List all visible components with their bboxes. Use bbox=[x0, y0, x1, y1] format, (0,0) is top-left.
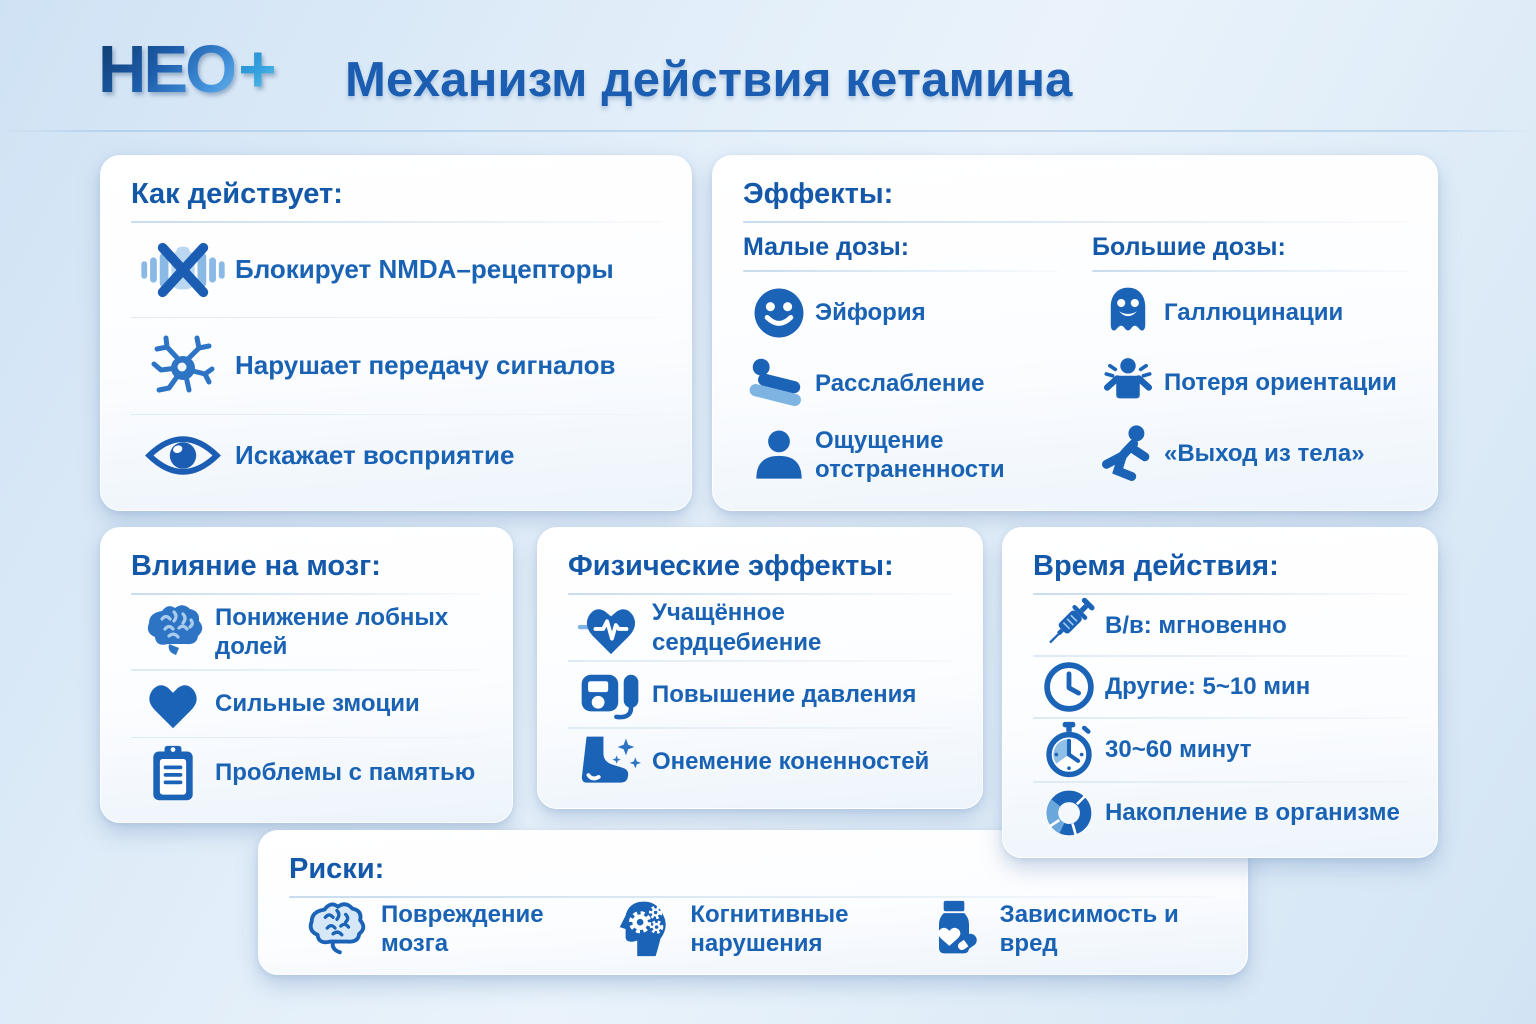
large-doses-column bbox=[1092, 225, 1407, 496]
list-item bbox=[568, 598, 952, 658]
floating-person-icon bbox=[1092, 424, 1164, 484]
card-effects-title: Эффекты: bbox=[743, 178, 894, 210]
neo-plus-logo bbox=[98, 32, 275, 107]
list-item bbox=[1092, 424, 1407, 484]
card-how-title: Как действует: bbox=[131, 178, 343, 210]
logo-text: НЕО bbox=[98, 32, 235, 107]
logo-plus-sign: + bbox=[238, 32, 275, 107]
list-item bbox=[1092, 354, 1407, 412]
row-divider bbox=[1033, 717, 1407, 719]
heartbeat-icon bbox=[568, 598, 652, 658]
pie-chart-icon bbox=[1033, 785, 1105, 841]
list-item bbox=[1092, 284, 1407, 342]
pill-bottle-icon bbox=[908, 899, 1000, 959]
large-doses-items bbox=[1092, 272, 1407, 496]
list-item bbox=[743, 426, 1058, 485]
item-label: Зависимость и вред bbox=[999, 900, 1179, 957]
item-label: Учащённое сердцебиение bbox=[652, 599, 822, 656]
item-label: Искажает восприятие bbox=[235, 439, 515, 470]
card-brain-title: Влияние на мозг: bbox=[131, 550, 381, 582]
clipboard-icon bbox=[131, 743, 215, 803]
small-doses-title: Малые дозы: bbox=[743, 233, 910, 261]
card-physical-title: Физические эффекты: bbox=[568, 550, 894, 582]
list-item bbox=[131, 239, 661, 301]
row-divider bbox=[568, 727, 952, 729]
reclining-person-icon bbox=[743, 354, 815, 414]
item-label: Повреждение мозга bbox=[381, 900, 544, 957]
item-label: Когнитивные нарушения bbox=[690, 900, 849, 957]
neuron-icon bbox=[131, 334, 235, 398]
item-label: Эйфория bbox=[815, 299, 926, 327]
list-item bbox=[131, 334, 661, 398]
row-divider bbox=[131, 414, 661, 416]
item-label: Галлюцинации bbox=[1164, 299, 1344, 327]
risks-items bbox=[289, 898, 1217, 960]
small-doses-column bbox=[743, 225, 1058, 496]
ghost-icon bbox=[1092, 284, 1164, 342]
how-items bbox=[131, 223, 661, 496]
item-label: Накопление в организме bbox=[1105, 799, 1400, 827]
item-label: Нарушает передачу сигналов bbox=[235, 350, 616, 381]
item-label: Сильные змоции bbox=[215, 689, 420, 717]
card-risks-title: Риски: bbox=[289, 853, 385, 885]
list-item bbox=[1033, 785, 1407, 841]
row-divider bbox=[568, 660, 952, 662]
large-doses-title: Большие дозы: bbox=[1092, 233, 1286, 261]
blocked-receptor-icon bbox=[131, 239, 235, 301]
list-item bbox=[568, 731, 952, 791]
item-label: Блокирует NMDA–рецепторы bbox=[235, 253, 614, 284]
item-label: Расслабление bbox=[815, 370, 985, 398]
title-underline bbox=[743, 221, 1407, 223]
item-label: Онемение коненностей bbox=[652, 747, 930, 775]
head-gears-icon bbox=[598, 898, 690, 960]
blood-pressure-icon bbox=[568, 664, 652, 724]
list-item bbox=[131, 600, 482, 664]
disoriented-person-icon bbox=[1092, 354, 1164, 412]
card-how-it-works bbox=[100, 155, 692, 511]
list-item bbox=[1033, 659, 1407, 715]
item-label: В/в: мгновенно bbox=[1105, 611, 1287, 639]
stopwatch-icon bbox=[1033, 721, 1105, 779]
card-effects bbox=[712, 155, 1438, 511]
syringe-icon bbox=[1033, 597, 1105, 653]
header-divider bbox=[0, 130, 1536, 132]
effects-columns bbox=[743, 225, 1407, 496]
risk-brain-icon bbox=[289, 898, 381, 960]
list-item bbox=[568, 664, 952, 724]
list-item bbox=[598, 898, 907, 960]
item-label: Повышение давления bbox=[652, 680, 917, 708]
smiley-icon bbox=[743, 284, 815, 342]
physical-items bbox=[568, 595, 952, 794]
brain-items bbox=[131, 595, 482, 808]
list-item bbox=[743, 284, 1058, 342]
brain-icon bbox=[131, 600, 215, 664]
list-item bbox=[1033, 597, 1407, 653]
row-divider bbox=[131, 737, 482, 739]
row-divider bbox=[131, 669, 482, 671]
card-timing-title: Время действия: bbox=[1033, 550, 1279, 582]
item-label: Ощущение отстраненности bbox=[815, 426, 1005, 483]
numb-foot-icon bbox=[568, 731, 652, 791]
card-physical-effects bbox=[537, 527, 983, 809]
person-icon bbox=[743, 426, 815, 484]
row-divider bbox=[131, 317, 661, 319]
row-divider bbox=[1033, 655, 1407, 657]
row-divider bbox=[1033, 781, 1407, 783]
list-item bbox=[131, 743, 482, 803]
list-item bbox=[1033, 721, 1407, 779]
list-item bbox=[131, 676, 482, 732]
page-title: Механизм действия кетамина bbox=[345, 53, 1073, 107]
item-label: Проблемы с памятью bbox=[215, 759, 476, 787]
small-doses-items bbox=[743, 272, 1058, 496]
eye-icon bbox=[131, 431, 235, 480]
item-label: 30~60 минут bbox=[1105, 736, 1252, 764]
item-label: Понижение лобных долей bbox=[215, 603, 449, 660]
card-timing bbox=[1002, 527, 1438, 858]
list-item bbox=[908, 899, 1217, 959]
timing-items bbox=[1033, 595, 1407, 843]
list-item bbox=[289, 898, 598, 960]
card-brain-impact bbox=[100, 527, 513, 823]
clock-icon bbox=[1033, 659, 1105, 715]
list-item bbox=[743, 354, 1058, 414]
item-label: Другие: 5~10 мин bbox=[1105, 673, 1311, 701]
heart-icon bbox=[131, 676, 215, 732]
list-item bbox=[131, 431, 661, 480]
item-label: Потеря ориентации bbox=[1164, 369, 1397, 397]
item-label: «Выход из тела» bbox=[1164, 440, 1365, 468]
